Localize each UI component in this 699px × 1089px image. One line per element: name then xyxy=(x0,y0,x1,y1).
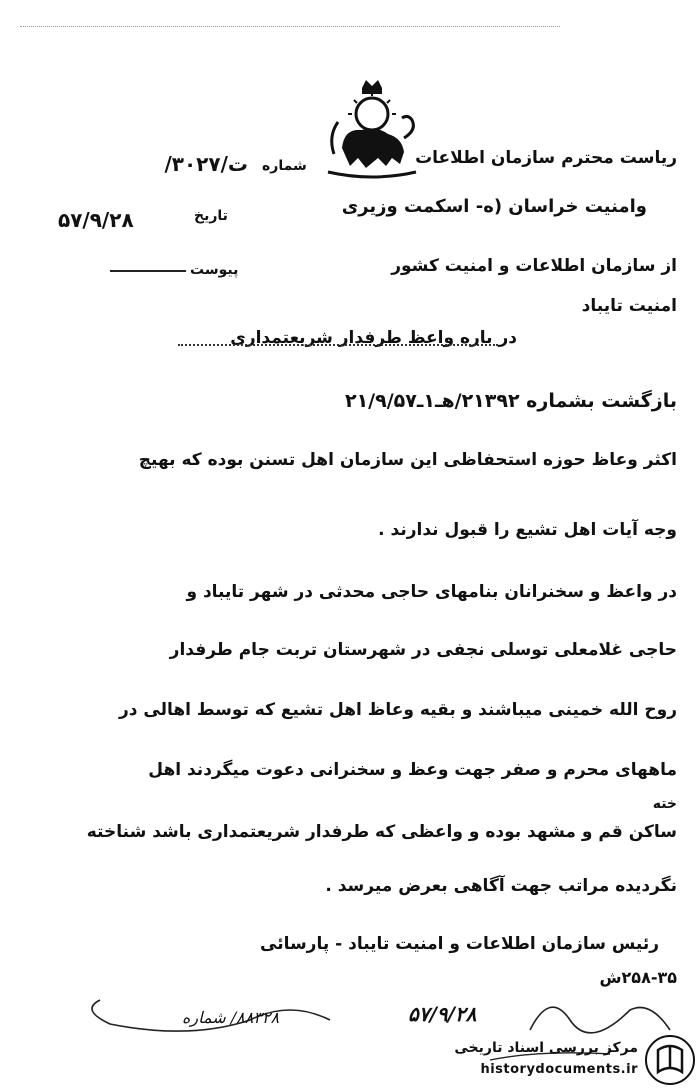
body-line-5: روح الله خمینی میباشند و بقیه وعاظ اهل تشیع که توسط اهالی در xyxy=(118,700,677,720)
body-line-2: وجه آیات اهل تشیع را قبول ندارند . xyxy=(378,520,677,540)
margin-note: خته xyxy=(652,796,677,812)
archive-code: ۲۵۸-۳۵ش xyxy=(599,968,677,987)
date-value: ۵۷/۹/۲۸ xyxy=(58,208,134,232)
watermark-title: مرکز بررسی اسناد تاریخی xyxy=(454,1040,638,1056)
attachment-line xyxy=(110,270,186,272)
recipient-line-1: ریاست محترم سازمان اطلاعات xyxy=(415,148,677,168)
body-line-8: نگردیده مراتب جهت آگاهی بعرض میرسد . xyxy=(325,876,677,896)
top-scan-border xyxy=(20,26,560,28)
recipient-line-2: وامنیت خراسان (ه- اسکمت وزیری xyxy=(341,196,647,217)
sender-line: از سازمان اطلاعات و امنیت کشور xyxy=(391,256,677,276)
watermark xyxy=(426,1034,696,1086)
reference-line: بازگشت بشماره ۲۱۳۹۲/هـ۱ـ۲۱/۹/۵۷ xyxy=(344,390,677,412)
sender-line-2: امنیت تایباد xyxy=(581,296,677,316)
attachment-label: پیوست xyxy=(190,262,239,278)
number-label: شماره xyxy=(262,158,307,174)
subject-underline xyxy=(178,344,498,346)
body-line-6: ماههای محرم و صفر جهت وعظ و سخنرانی دعوت میگردند اهل xyxy=(148,760,677,780)
number-value: ت/۳۰۲۷/ xyxy=(164,152,248,176)
date-label: تاریخ xyxy=(194,208,228,224)
bottom-number: ۸۸۳۲۸/ شماره xyxy=(182,1008,280,1027)
bottom-date: ۵۷/۹/۲۸ xyxy=(408,1002,477,1026)
body-line-1: اکثر وعاظ حوزه استحفاظی این سازمان اهل تسنن بوده که بهیچ xyxy=(138,450,677,470)
archive-logo-icon xyxy=(644,1034,696,1086)
body-line-4: حاجی غلامعلی توسلی نجفی در شهرستان تربت جام طرفدار xyxy=(169,640,677,660)
subject-line: در باره واعظ طرفدار شریعتمداری xyxy=(230,328,517,348)
lion-and-sun-emblem xyxy=(322,78,422,186)
body-line-3: در واعظ و سخنرانان بنامهای حاجی محدثی در شهر تایباد و xyxy=(186,582,677,602)
watermark-url: historydocuments.ir xyxy=(480,1062,638,1077)
body-line-7: ساکن قم و مشهد بوده و واعظی که طرفدار شریعتمداری باشد شناخته xyxy=(86,822,677,842)
sender-title: رئیس سازمان اطلاعات و امنیت تایباد - پارسائی xyxy=(260,934,659,954)
